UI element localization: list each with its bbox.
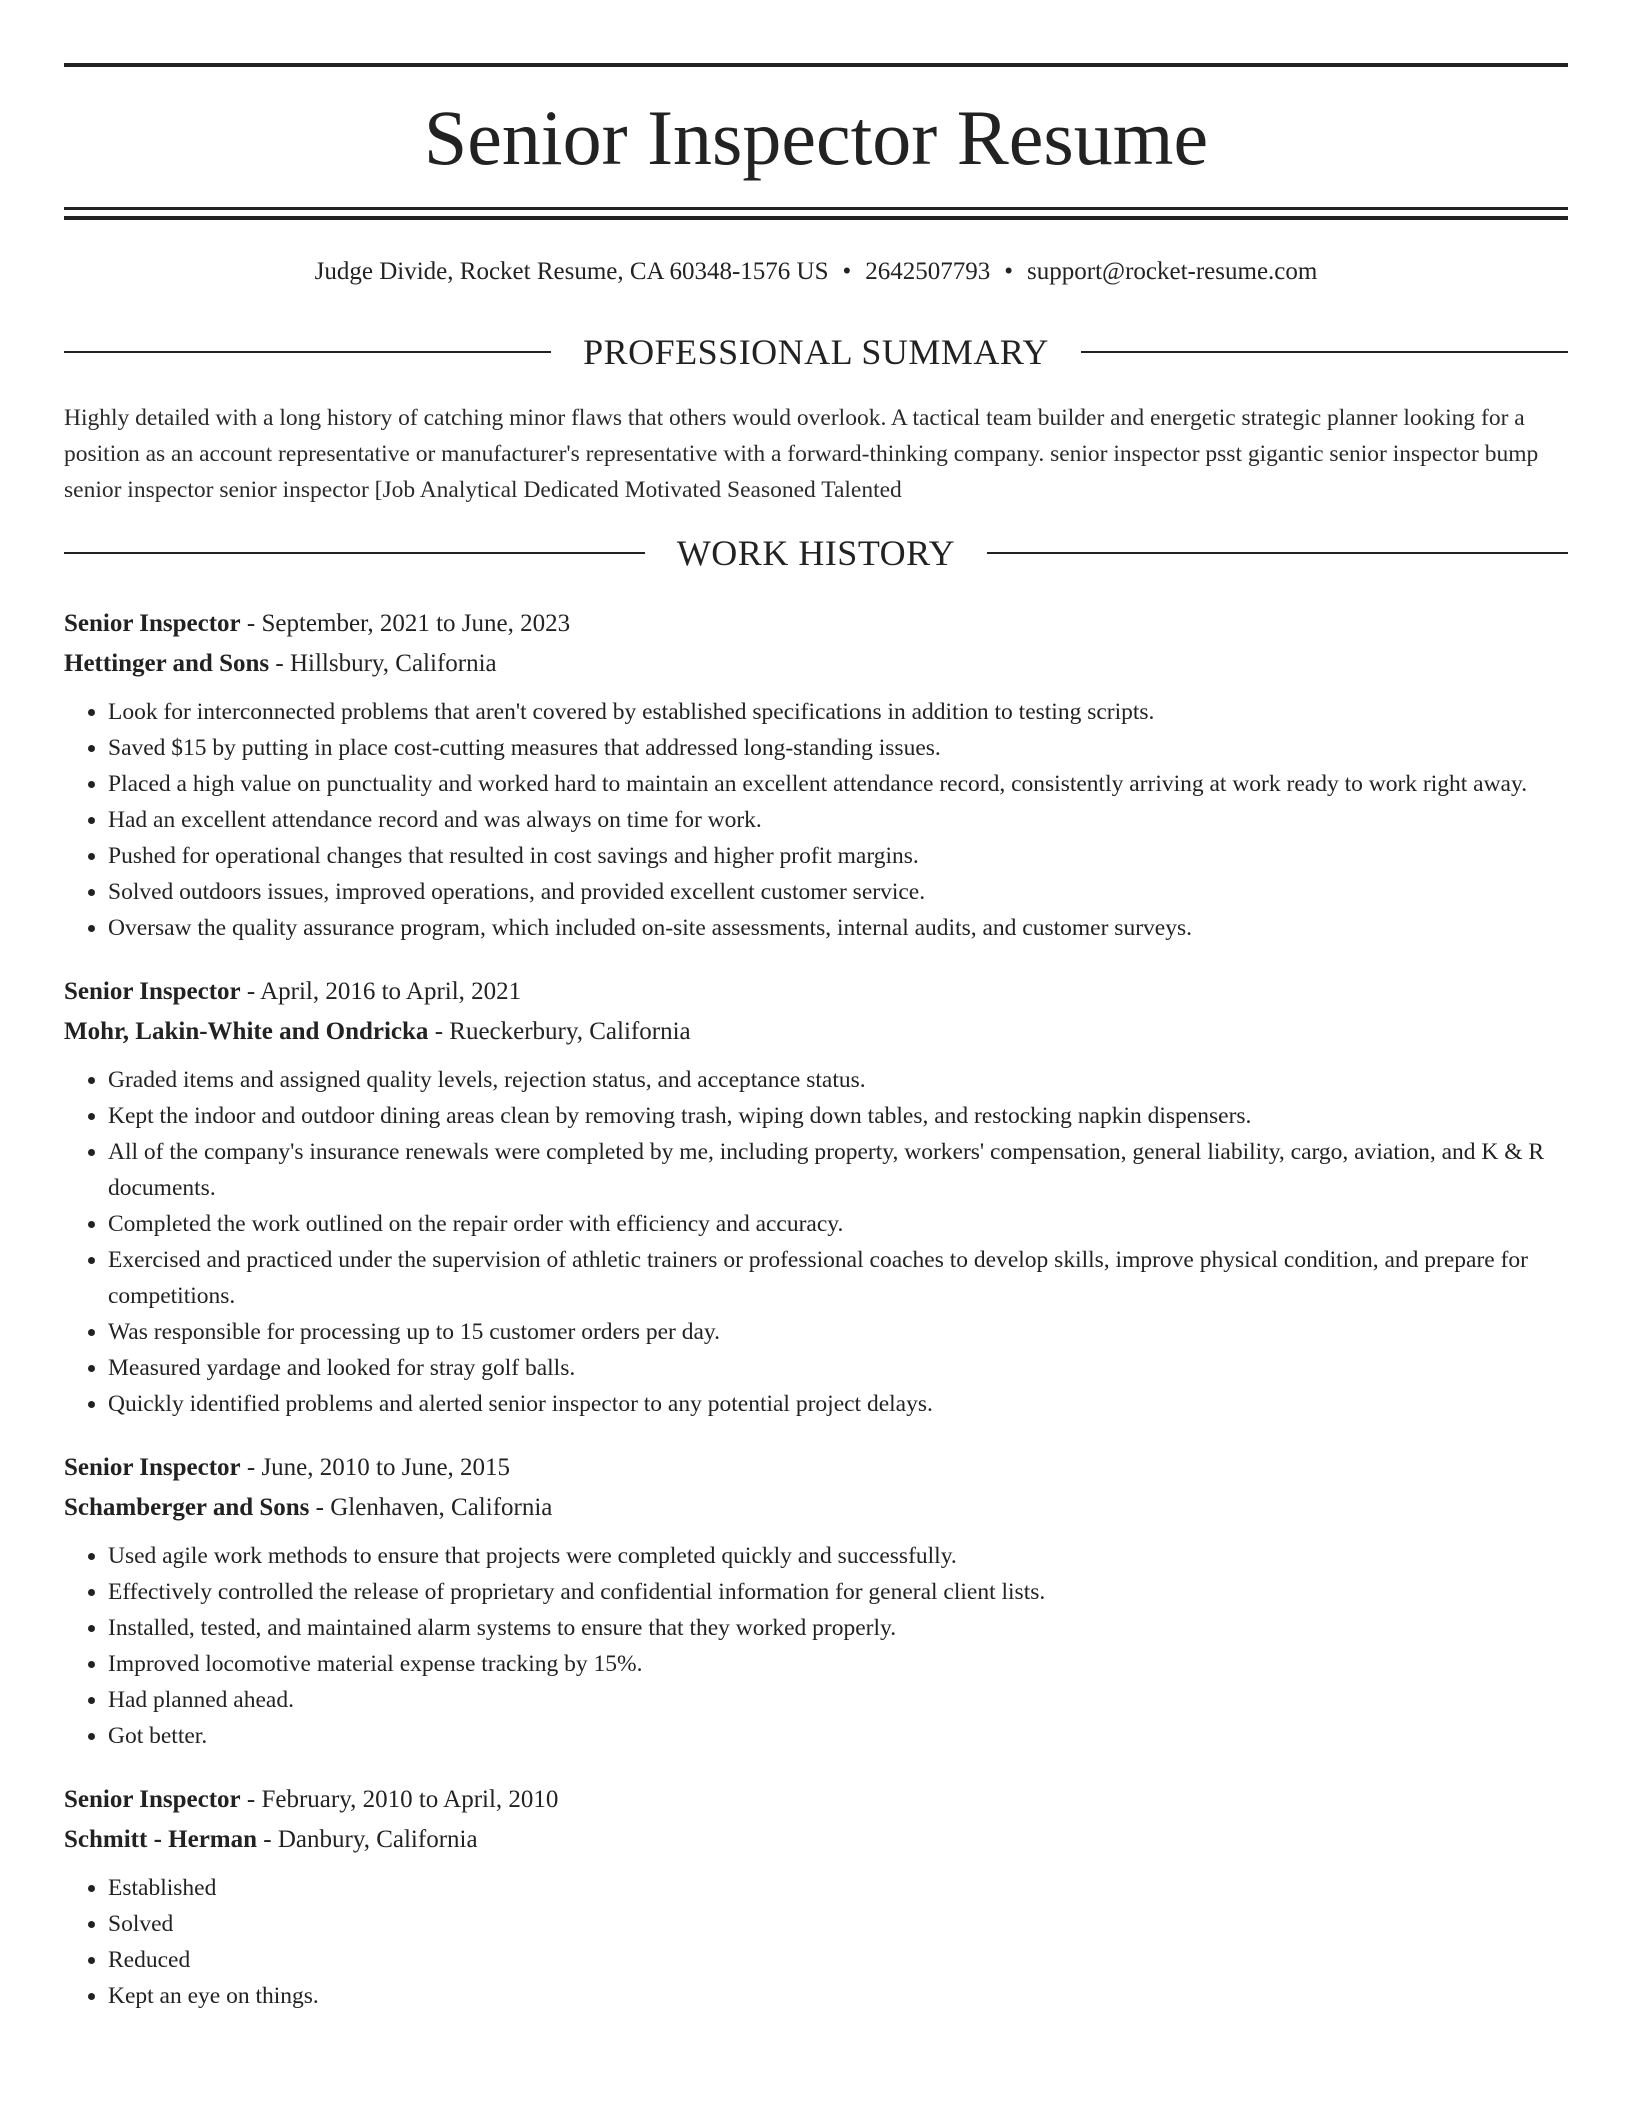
job-bullet-list	[64, 1870, 1568, 2014]
job-title: Senior Inspector	[64, 978, 241, 1005]
job-title: Senior Inspector	[64, 1454, 241, 1481]
top-rule	[64, 63, 1568, 67]
job-bullet: • Was responsible for processing up to 15 customer orders per day.	[108, 1314, 1568, 1350]
job-company-line	[64, 644, 1568, 684]
job-bullet: • Had an excellent attendance record and was always on time for work.	[108, 802, 1568, 838]
job-title-line	[64, 972, 1568, 1012]
job-company: Hettinger and Sons	[64, 650, 270, 677]
job-company: Schamberger and Sons	[64, 1494, 310, 1521]
job-bullet: • Pushed for operational changes that resulted in cost savings and higher profit margins.	[108, 838, 1568, 874]
job-dates: - April, 2016 to April, 2021	[240, 978, 522, 1005]
work-history-heading: WORK HISTORY	[676, 533, 956, 573]
job-bullet: • Graded items and assigned quality levels, rejection status, and acceptance status.	[108, 1062, 1568, 1098]
job-bullet: • Installed, tested, and maintained alarm systems to ensure that they worked properly.	[108, 1610, 1568, 1646]
job-bullet: • Established	[108, 1870, 1568, 1906]
job-location: - Danbury, California	[257, 1826, 478, 1853]
job-bullet: • Effectively controlled the release of proprietary and confidential information for general client lists.	[108, 1574, 1568, 1610]
work-history-list	[64, 604, 1568, 2040]
contact-address: Judge Divide, Rocket Resume, CA 60348-1576 US	[314, 258, 829, 285]
job-dates: - February, 2010 to April, 2010	[240, 1786, 559, 1813]
heading-rule-left	[64, 351, 551, 353]
summary-heading: PROFESSIONAL SUMMARY	[583, 332, 1049, 372]
job-bullet-list	[64, 1538, 1568, 1754]
job-bullet: • Kept an eye on things.	[108, 1978, 1568, 2014]
job-bullet: • Used agile work methods to ensure that projects were completed quickly and successfully.	[108, 1538, 1568, 1574]
job-dates: - September, 2021 to June, 2023	[240, 610, 571, 637]
job-entry	[64, 972, 1568, 1422]
contact-phone: 2642507793	[865, 258, 991, 285]
job-bullet: • Saved $15 by putting in place cost-cutting measures that addressed long-standing issues.	[108, 730, 1568, 766]
job-entry	[64, 604, 1568, 946]
section-heading-work	[64, 531, 1568, 575]
job-bullet: • Kept the indoor and outdoor dining areas clean by removing trash, wiping down tables, and restocking napkin dispensers.	[108, 1098, 1568, 1134]
job-entry	[64, 1448, 1568, 1754]
job-bullet: • Solved outdoors issues, improved operations, and provided excellent customer service.	[108, 874, 1568, 910]
heading-rule-right	[987, 552, 1568, 554]
title-rule-upper	[64, 207, 1568, 210]
job-company-line	[64, 1488, 1568, 1528]
job-title-line	[64, 604, 1568, 644]
job-bullet: • Completed the work outlined on the repair order with efficiency and accuracy.	[108, 1206, 1568, 1242]
contact-email: support@rocket-resume.com	[1027, 258, 1318, 285]
job-location: - Glenhaven, California	[309, 1494, 553, 1521]
job-bullet-list	[64, 694, 1568, 946]
job-bullet: • Improved locomotive material expense tracking by 15%.	[108, 1646, 1568, 1682]
job-bullet: • Solved	[108, 1906, 1568, 1942]
job-location: - Hillsbury, California	[269, 650, 497, 677]
contact-separator: •	[1004, 258, 1014, 285]
job-title: Senior Inspector	[64, 1786, 241, 1813]
job-title-line	[64, 1448, 1568, 1488]
section-heading-summary	[64, 330, 1568, 374]
title-rule-lower	[64, 216, 1568, 220]
job-bullet: • Got better.	[108, 1718, 1568, 1754]
job-title-line	[64, 1780, 1568, 1820]
job-bullet: • Placed a high value on punctuality and worked hard to maintain an excellent attendance record, consistently arriving at work ready to work right away.	[108, 766, 1568, 802]
job-dates: - June, 2010 to June, 2015	[240, 1454, 511, 1481]
resume-title: Senior Inspector Resume	[423, 94, 1209, 181]
job-bullet: • Reduced	[108, 1942, 1568, 1978]
job-bullet-list	[64, 1062, 1568, 1422]
job-bullet: • Look for interconnected problems that aren't covered by established specifications in addition to testing scripts.	[108, 694, 1568, 730]
job-entry	[64, 1780, 1568, 2014]
contact-line	[64, 254, 1568, 290]
job-bullet: • Had planned ahead.	[108, 1682, 1568, 1718]
job-company-line	[64, 1820, 1568, 1860]
job-bullet: • Measured yardage and looked for stray golf balls.	[108, 1350, 1568, 1386]
heading-rule-right	[1081, 351, 1568, 353]
professional-summary: Highly detailed with a long history of catching minor flaws that others would overlook. A tactical team builder and energetic strategic planner looking for a position as an account representative or manufacturer's representative with a forward-thinking company. senior inspector psst gigantic senior inspector bump senior inspector senior inspector [Job Analytical Dedicated Motivated Seasoned Talented	[64, 405, 1539, 503]
contact-separator: •	[842, 258, 852, 285]
job-location: - Rueckerbury, California	[428, 1018, 691, 1045]
job-company-line	[64, 1012, 1568, 1052]
job-bullet: • All of the company's insurance renewals were completed by me, including property, workers' compensation, general liability, cargo, aviation, and K & R documents.	[108, 1134, 1568, 1206]
job-company: Mohr, Lakin-White and Ondricka	[64, 1018, 429, 1045]
heading-rule-left	[64, 552, 645, 554]
job-company: Schmitt - Herman	[64, 1826, 258, 1853]
job-bullet: • Quickly identified problems and alerted senior inspector to any potential project delays.	[108, 1386, 1568, 1422]
job-title: Senior Inspector	[64, 610, 241, 637]
job-bullet: • Oversaw the quality assurance program, which included on-site assessments, internal audits, and customer surveys.	[108, 910, 1568, 946]
job-bullet: • Exercised and practiced under the supervision of athletic trainers or professional coaches to develop skills, improve physical condition, and prepare for competitions.	[108, 1242, 1568, 1314]
